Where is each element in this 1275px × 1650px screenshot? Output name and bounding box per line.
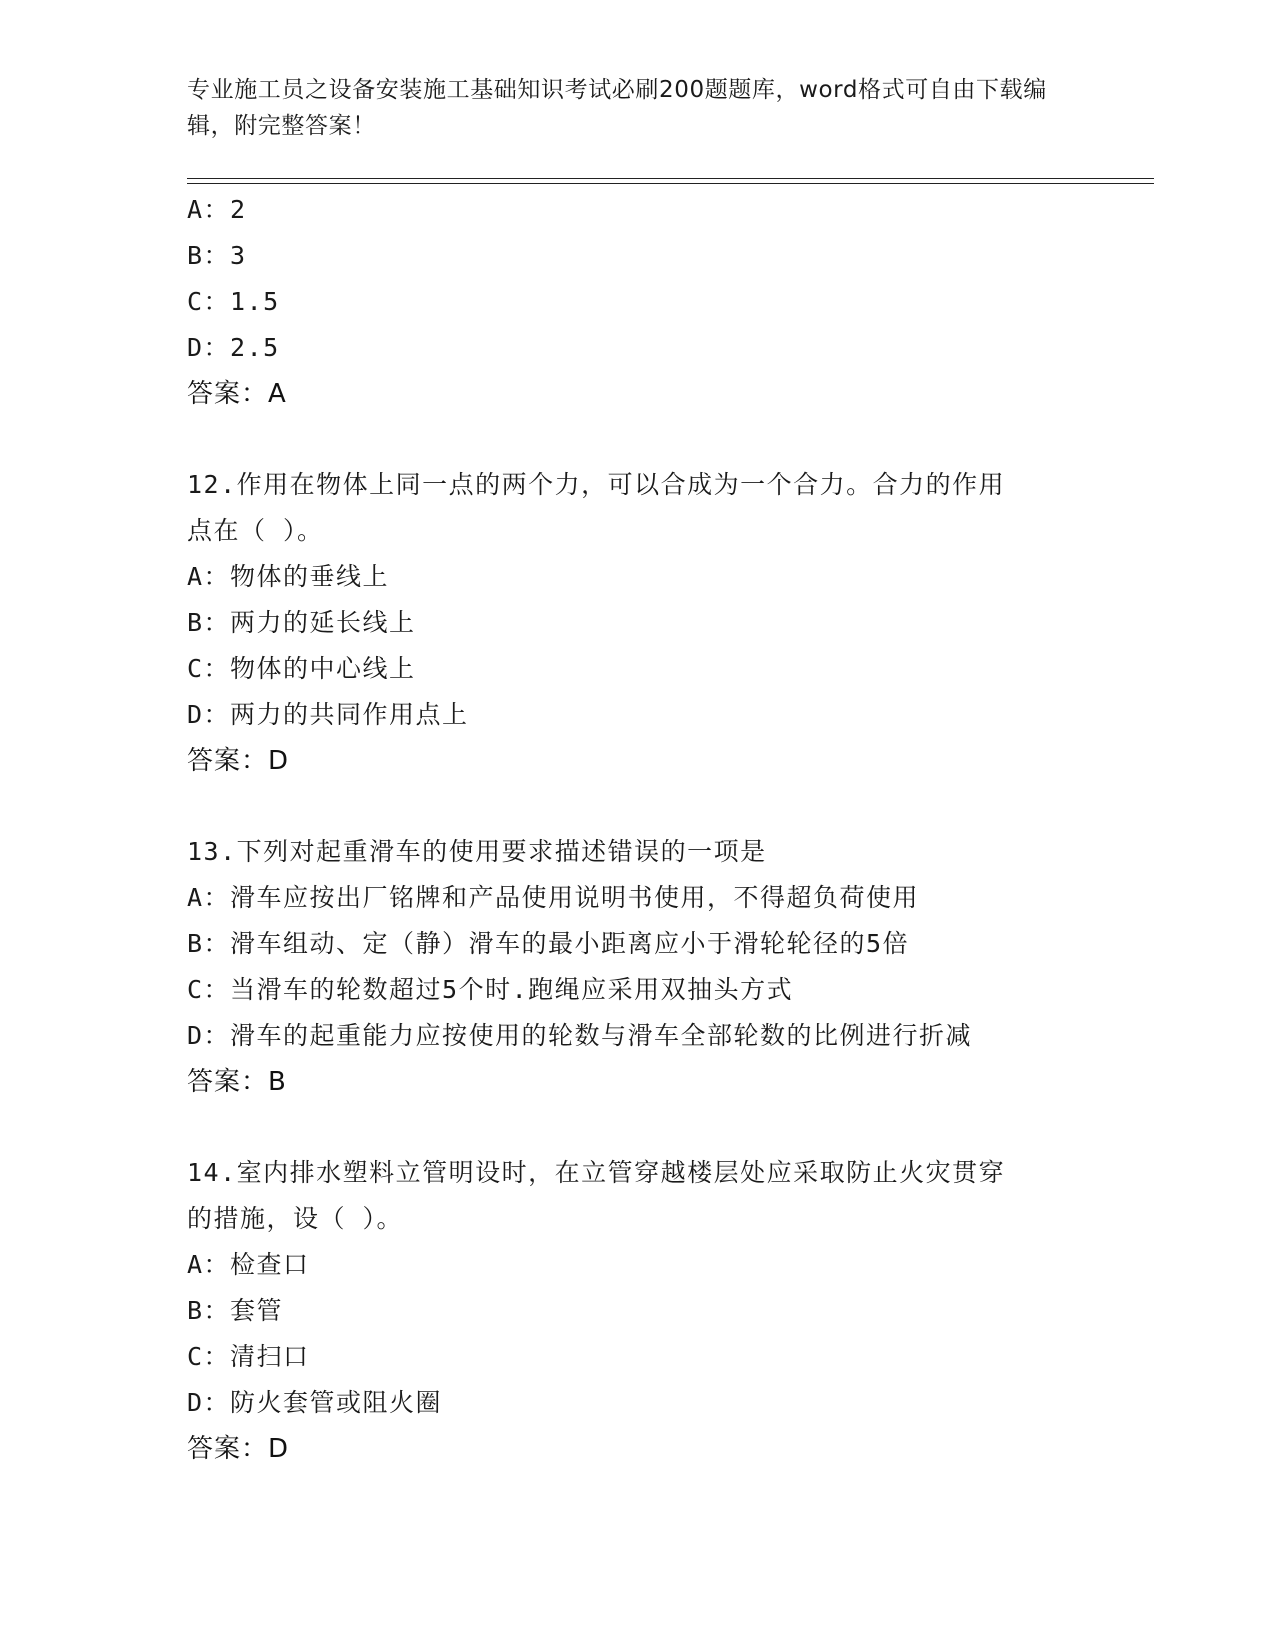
header-divider-bottom [187, 183, 1154, 184]
question-stem-line: 12.作用在物体上同一点的两个力，可以合成为一个合力。合力的作用 [187, 470, 1006, 499]
option-a: A：2 [187, 195, 247, 224]
option-d: D：滑车的起重能力应按使用的轮数与滑车全部轮数的比例进行折减 [187, 1021, 973, 1050]
question-stem-line: 点在（ ）。 [187, 516, 324, 545]
option-c: C：当滑车的轮数超过5个时.跑绳应采用双抽头方式 [187, 975, 794, 1004]
question-stem-line: 的措施，设（ ）。 [187, 1204, 404, 1233]
question-stem-line: 13.下列对起重滑车的使用要求描述错误的一项是 [187, 837, 767, 866]
option-d: D：两力的共同作用点上 [187, 700, 469, 729]
question-14 [187, 1150, 1147, 1472]
option-c: C：1.5 [187, 287, 280, 316]
option-b: B：两力的延长线上 [187, 608, 416, 637]
option-a: A：物体的垂线上 [187, 562, 390, 591]
question-11 [187, 187, 1147, 417]
answer-line: 答案：B [187, 1067, 287, 1097]
option-d: D：2.5 [187, 333, 280, 362]
option-b: B：3 [187, 241, 247, 270]
answer-line: 答案：A [187, 379, 287, 409]
option-c: C：物体的中心线上 [187, 654, 416, 683]
option-c: C：清扫口 [187, 1342, 310, 1371]
option-d: D：防火套管或阻火圈 [187, 1388, 443, 1417]
spacer [187, 784, 1147, 829]
answer-line: 答案：D [187, 746, 290, 776]
spacer [187, 1105, 1147, 1150]
option-a: A：滑车应按出厂铭牌和产品使用说明书使用，不得超负荷使用 [187, 883, 920, 912]
spacer [187, 417, 1147, 462]
option-b: B：滑车组动、定（静）滑车的最小距离应小于滑轮轮径的5倍 [187, 929, 910, 958]
document-title: 专业施工员之设备安装施工基础知识考试必刷200题题库，word格式可自由下载编辑，附完整答案！ [187, 77, 1047, 139]
option-a: A：检查口 [187, 1250, 310, 1279]
header-divider-top [187, 178, 1154, 179]
question-13 [187, 829, 1147, 1105]
question-stem-line: 14.室内排水塑料立管明设时，在立管穿越楼层处应采取防止火灾贯穿 [187, 1158, 1006, 1187]
option-b: B：套管 [187, 1296, 284, 1325]
answer-line: 答案：D [187, 1434, 290, 1464]
question-12 [187, 462, 1147, 784]
question-list [187, 187, 1147, 1472]
